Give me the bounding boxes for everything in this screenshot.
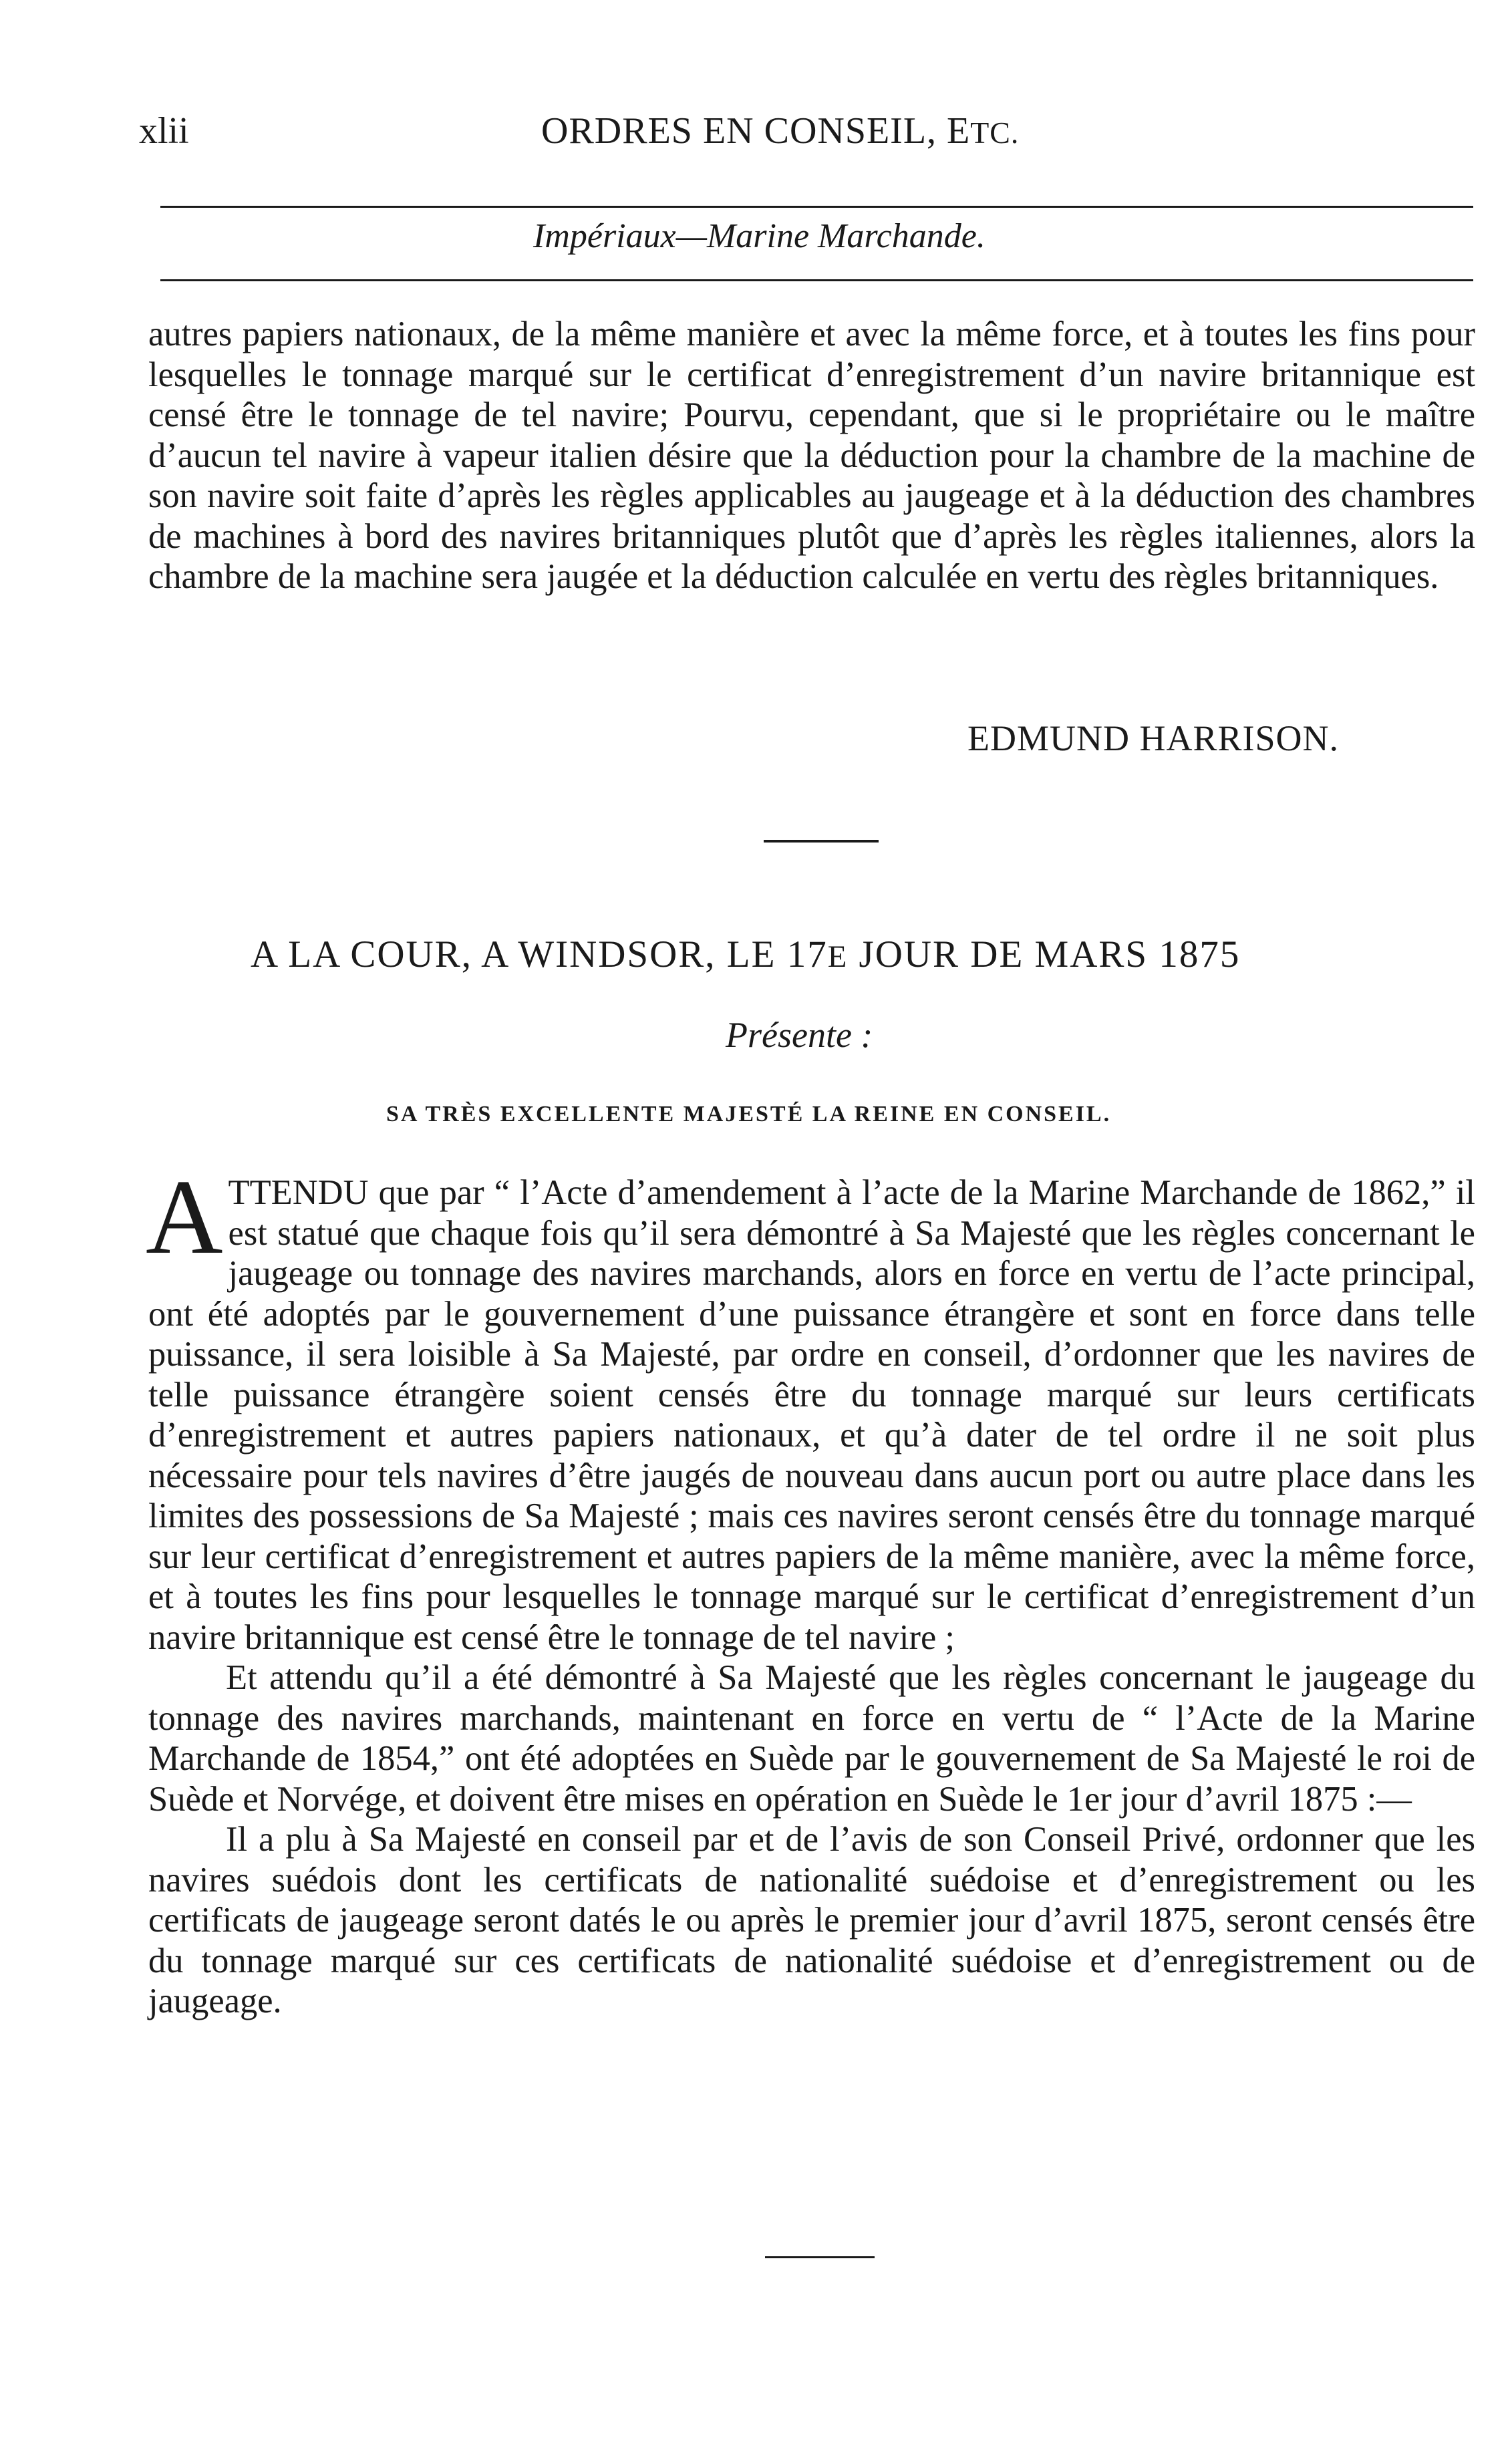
continuation-paragraph: autres papiers nationaux, de la même manière et avec la même force, et à toutes les fins pour lesquelles le tonnage marqué sur le certificat d’enregistrement d’un navire britannique est censé être le tonnage de tel navire; Pourvu, cependant, que si le propriétaire ou le maître d’aucun tel navire à vapeur italien désire que la déduction pour la chambre de la machine de son navire soit faite d’après les règles applicables au jaugeage et à la déduction des chambres de machines à bord des navires britanniques plutôt que d’après les règles italiennes, alors la chambre de la machine sera jaugée et la déduction calculée en vertu des règles britanniques. (148, 315, 1475, 596)
header-bottom-rule (160, 279, 1473, 281)
running-title-smallcaps: TC. (970, 116, 1020, 150)
previous-order-text (148, 314, 1475, 597)
section-separator (764, 840, 879, 843)
section-subtitle: Impériaux—Marine Marchande. (533, 217, 986, 255)
order-paragraph-1-body: que par “ l’Acte d’amendement à l’acte de la Marine Marchande de 1862,” il est statué que chaque fois qu’il sera démontré à Sa Majesté que les règles concernant le jaugeage ou tonnage des navires marchands, alors en force en vertu de l’acte principal, ont été adoptés par le gouvernement d’une puissance étrangère et sont en force dans telle puissance, il sera loisible à Sa Majesté, par ordre en conseil, d’ordonner que les navires de telle puissance étrangère soient censés être du tonnage marqué sur leurs certificats d’enregistrement et autres papiers nationaux, et qu’à dater de tel ordre il ne soit plus nécessaire pour tels navires d’être jaugés de nouveau dans aucun port ou autre place dans les limites des possessions de Sa Majesté ; mais ces navires seront censés être du tonnage marqué sur leur certificat d’enregistrement et autres papiers de la même manière, avec la même force, et à toutes les fins pour lesquelles le tonnage marqué sur le certificat d’enregistrement d’un navire britannique est censé être le tonnage de tel navire ; (148, 1173, 1475, 1657)
presente-label: Présente : (726, 1015, 873, 1055)
majesty-in-council: SA TRÈS EXCELLENTE MAJESTÉ LA REINE EN CONSEIL. (386, 1102, 1112, 1126)
drop-cap: A (146, 1157, 223, 1276)
order-heading-date: A LA COUR, A WINDSOR, LE 17 (251, 933, 828, 975)
order-heading-ordinal-suffix: E (827, 939, 849, 974)
running-title (541, 112, 1019, 150)
signature: EDMUND HARRISON. (967, 718, 1340, 758)
order-heading-rest: JOUR DE MARS 1875 (848, 933, 1241, 975)
header-top-rule (160, 206, 1473, 208)
order-text (146, 1157, 1475, 2022)
order-paragraph-2: Et attendu qu’il a été démontré à Sa Majesté que les règles concernant le jaugeage du tonnage des navires marchands, maintenant en force en vertu de “ l’Acte de la Marine Marchande de 1854,” ont été adoptées en Suède par le gouvernement de Sa Majesté le roi de Suède et Norvége, et doivent être mises en opération en Suède le 1er jour d’avril 1875 :— (148, 1658, 1475, 1819)
order-paragraph-3: Il a plu à Sa Majesté en conseil par et de l’avis de son Conseil Privé, ordonner que les navires suédois dont les certificats de nationalité suédoise et d’enregistrement ou les certificats de jaugeage seront datés le ou après le premier jour d’avril 1875, seront censés être du tonnage marqué sur ces certificats de nationalité suédoise et d’enregistrement ou de jaugeage. (148, 1820, 1475, 2020)
closing-separator (765, 2256, 875, 2258)
order-heading (251, 935, 1240, 973)
order-paragraph-1 (146, 1157, 1475, 1658)
page-number: xlii (139, 110, 189, 152)
running-title-main: ORDRES EN CONSEIL, E (541, 110, 971, 152)
order-paragraph-1-lead: TTENDU (228, 1173, 369, 1212)
